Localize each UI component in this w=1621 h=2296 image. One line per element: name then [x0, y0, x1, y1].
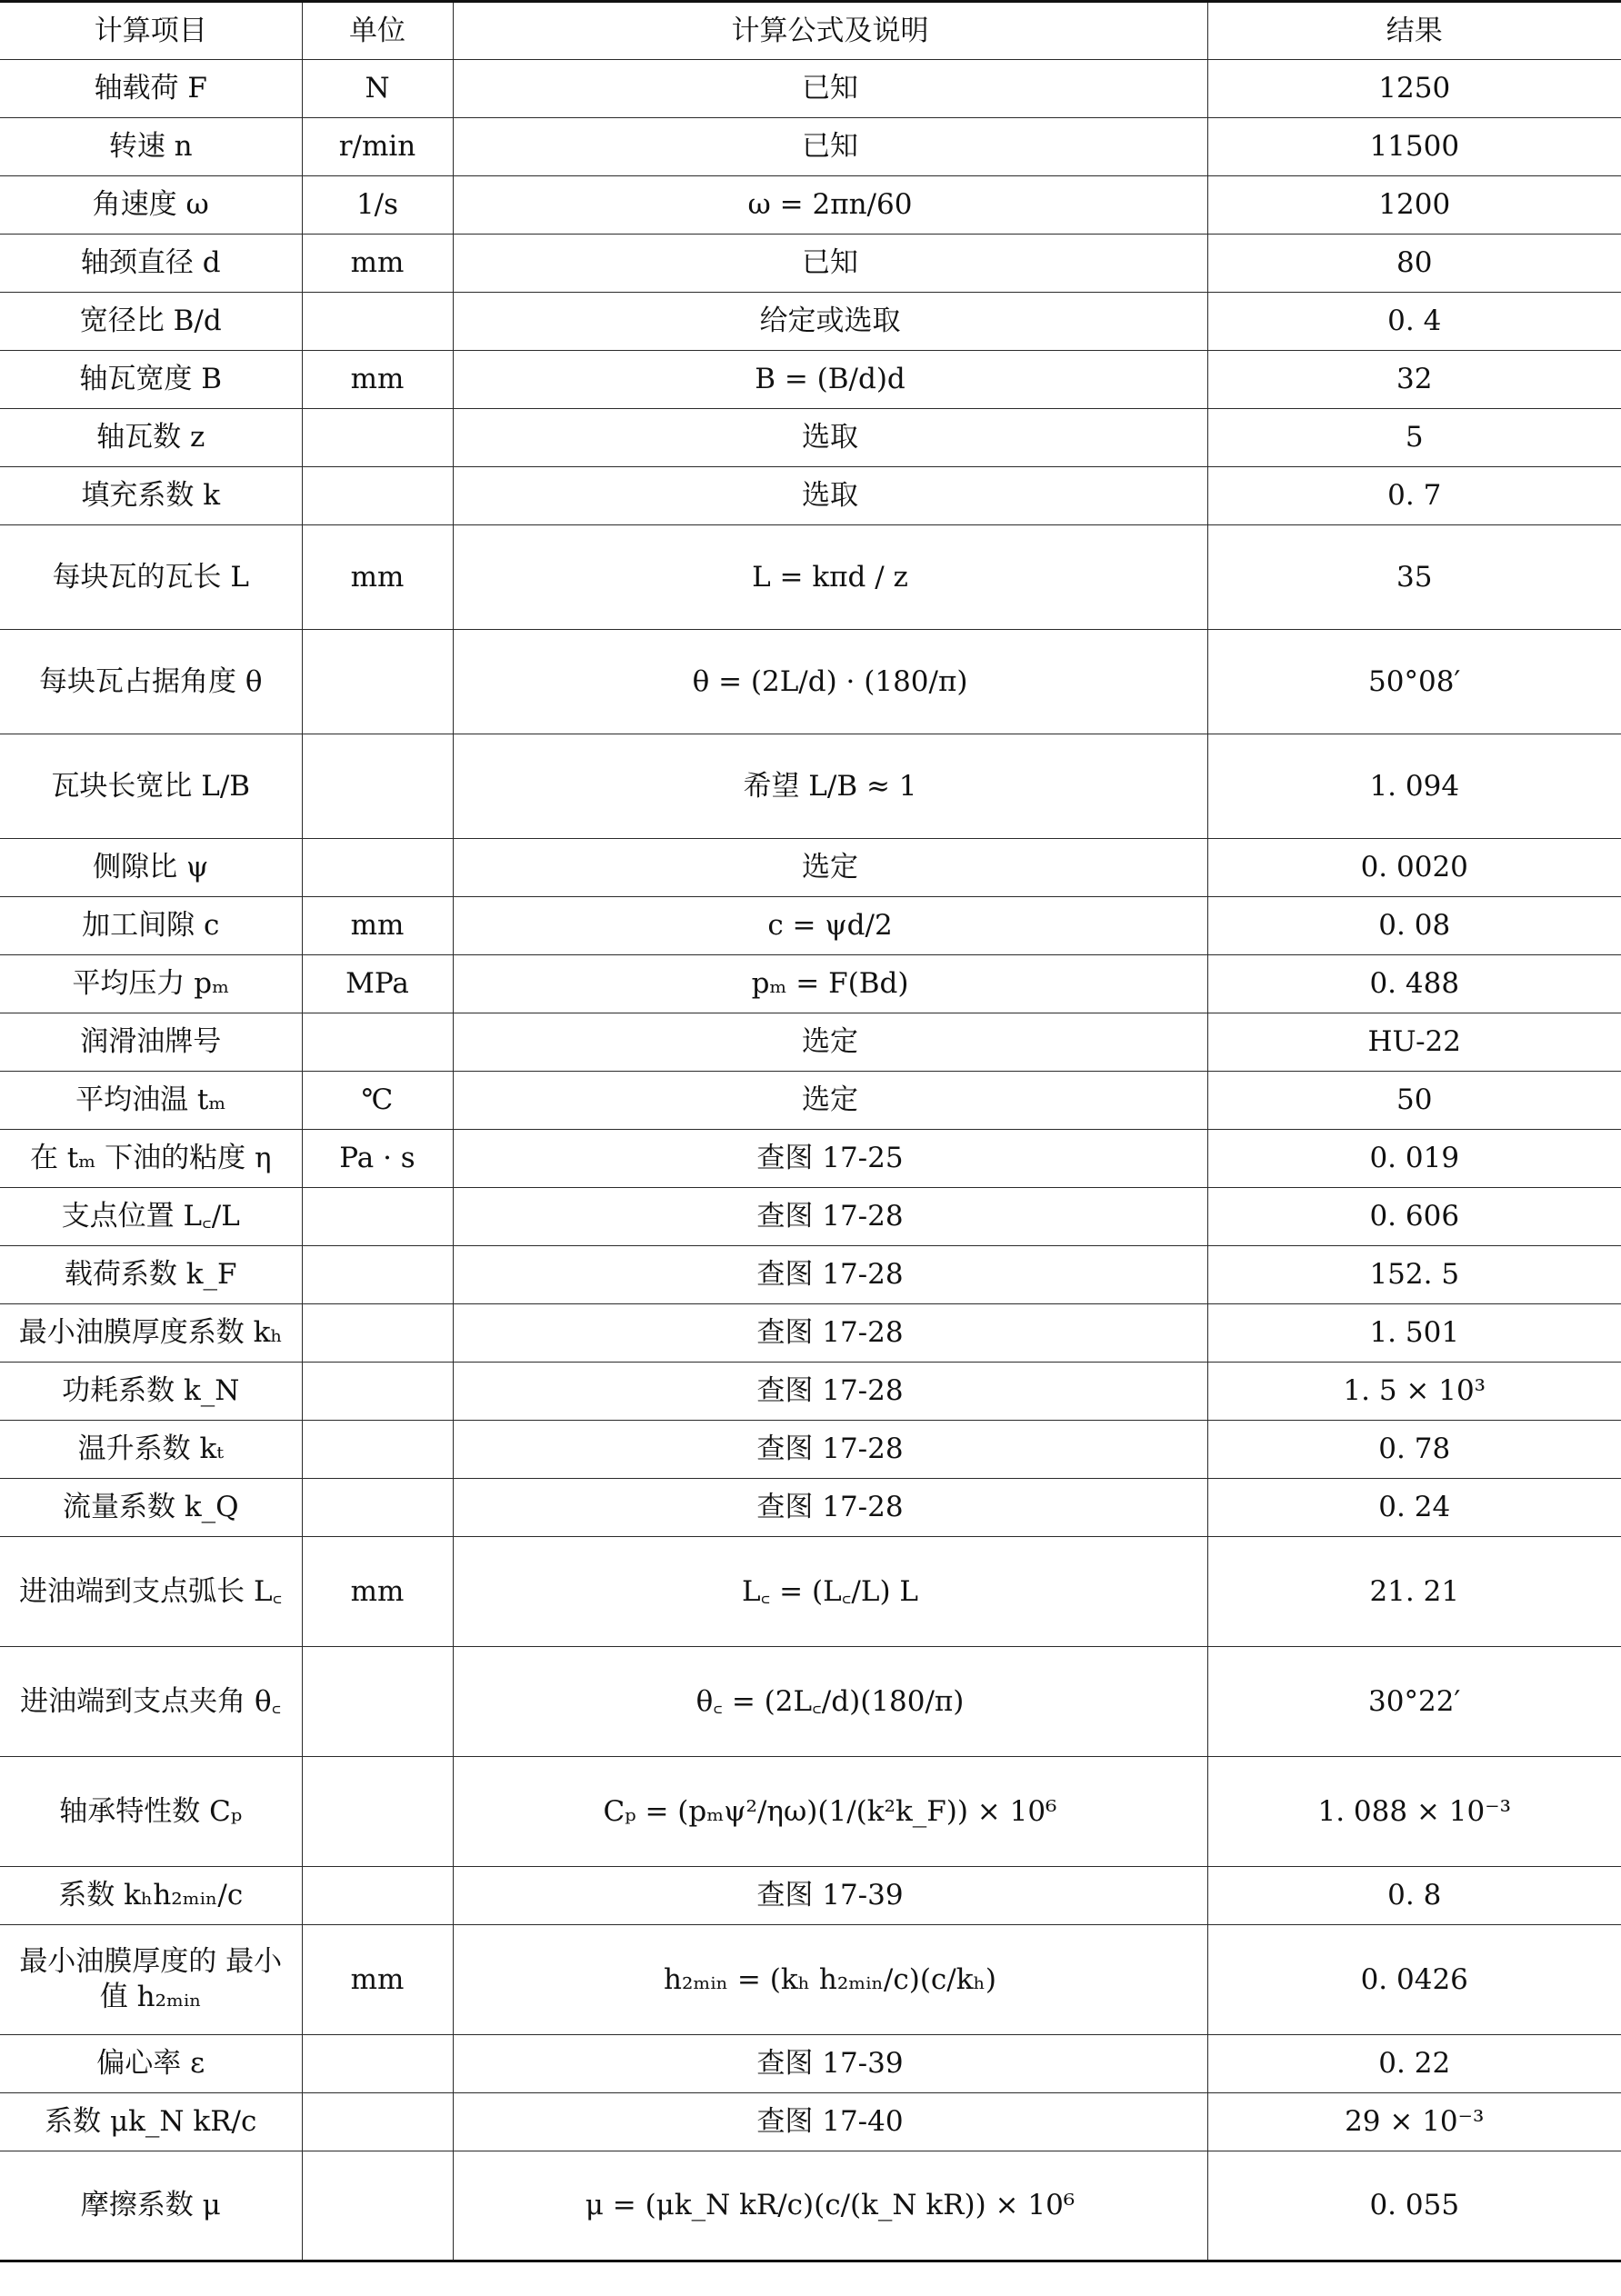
formula-cell: 选定 [453, 1013, 1207, 1072]
unit-cell [302, 734, 453, 839]
item-cell: 填充系数 k [0, 467, 302, 525]
formula-cell: 查图 17-28 [453, 1479, 1207, 1537]
item-cell: 系数 kₕh₂ₘᵢₙ/c [0, 1867, 302, 1925]
table-row [0, 1647, 1621, 1757]
result-cell: 30°22′ [1207, 1647, 1621, 1757]
item-cell: 偏心率 ε [0, 2035, 302, 2093]
unit-cell [302, 1757, 453, 1867]
table-row [0, 235, 1621, 293]
unit-cell: 1/s [302, 176, 453, 235]
item-cell: 宽径比 B/d [0, 293, 302, 351]
unit-cell: Pa · s [302, 1130, 453, 1188]
unit-cell [302, 1647, 453, 1757]
result-cell: 0. 606 [1207, 1188, 1621, 1246]
unit-cell [302, 630, 453, 734]
table-row [0, 1479, 1621, 1537]
item-cell: 侧隙比 ψ [0, 839, 302, 897]
table-row [0, 1537, 1621, 1647]
formula-cell: 查图 17-28 [453, 1421, 1207, 1479]
result-cell: 35 [1207, 525, 1621, 630]
result-cell: 0. 0020 [1207, 839, 1621, 897]
table-row [0, 118, 1621, 176]
formula-cell: L = kπd / z [453, 525, 1207, 630]
item-cell: 在 tₘ 下油的粘度 η [0, 1130, 302, 1188]
result-cell: 0. 4 [1207, 293, 1621, 351]
unit-cell: ℃ [302, 1072, 453, 1130]
unit-cell: N [302, 60, 453, 118]
item-cell: 每块瓦占据角度 θ [0, 630, 302, 734]
formula-cell: 选取 [453, 467, 1207, 525]
item-cell: 系数 μk_N kR/c [0, 2093, 302, 2151]
table-row [0, 1421, 1621, 1479]
table-row [0, 1072, 1621, 1130]
unit-cell [302, 409, 453, 467]
item-cell: 轴瓦数 z [0, 409, 302, 467]
unit-cell: mm [302, 351, 453, 409]
table-row [0, 293, 1621, 351]
unit-cell [302, 1304, 453, 1363]
result-cell: 5 [1207, 409, 1621, 467]
item-cell: 轴瓦宽度 B [0, 351, 302, 409]
unit-cell [302, 1867, 453, 1925]
item-cell: 最小油膜厚度系数 kₕ [0, 1304, 302, 1363]
unit-cell [302, 293, 453, 351]
table-row [0, 1363, 1621, 1421]
formula-cell: 给定或选取 [453, 293, 1207, 351]
table-row [0, 351, 1621, 409]
result-cell: 80 [1207, 235, 1621, 293]
formula-cell: 选定 [453, 1072, 1207, 1130]
table-row [0, 1246, 1621, 1304]
table-row [0, 1925, 1621, 2035]
result-cell: 0. 7 [1207, 467, 1621, 525]
formula-cell: θ = (2L/d) · (180/π) [453, 630, 1207, 734]
table-row [0, 955, 1621, 1013]
item-cell: 轴载荷 F [0, 60, 302, 118]
formula-cell: 已知 [453, 235, 1207, 293]
formula-cell: 查图 17-40 [453, 2093, 1207, 2151]
result-cell: 0. 78 [1207, 1421, 1621, 1479]
result-cell: 1. 501 [1207, 1304, 1621, 1363]
unit-cell: mm [302, 897, 453, 955]
formula-cell: pₘ = F(Bd) [453, 955, 1207, 1013]
unit-cell: mm [302, 525, 453, 630]
item-cell: 最小油膜厚度的 最小值 h₂ₘᵢₙ [0, 1925, 302, 2035]
result-cell: 50 [1207, 1072, 1621, 1130]
formula-cell: 已知 [453, 118, 1207, 176]
formula-cell: 已知 [453, 60, 1207, 118]
result-cell: 11500 [1207, 118, 1621, 176]
item-cell: 摩擦系数 μ [0, 2151, 302, 2261]
unit-cell [302, 2093, 453, 2151]
result-cell: HU-22 [1207, 1013, 1621, 1072]
item-cell: 转速 n [0, 118, 302, 176]
table-row [0, 1304, 1621, 1363]
result-cell: 1200 [1207, 176, 1621, 235]
unit-cell [302, 2035, 453, 2093]
formula-cell: θ꜀ = (2L꜀/d)(180/π) [453, 1647, 1207, 1757]
item-cell: 瓦块长宽比 L/B [0, 734, 302, 839]
unit-cell: mm [302, 1537, 453, 1647]
result-cell: 1250 [1207, 60, 1621, 118]
table-row [0, 2151, 1621, 2261]
unit-cell [302, 839, 453, 897]
result-cell: 32 [1207, 351, 1621, 409]
formula-cell: h₂ₘᵢₙ = (kₕ h₂ₘᵢₙ/c)(c/kₕ) [453, 1925, 1207, 2035]
result-cell: 50°08′ [1207, 630, 1621, 734]
table-row [0, 897, 1621, 955]
item-cell: 润滑油牌号 [0, 1013, 302, 1072]
item-cell: 平均油温 tₘ [0, 1072, 302, 1130]
header-unit: 单位 [302, 2, 453, 60]
item-cell: 温升系数 kₜ [0, 1421, 302, 1479]
formula-cell: μ = (μk_N kR/c)(c/(k_N kR)) × 10⁶ [453, 2151, 1207, 2261]
header-item: 计算项目 [0, 2, 302, 60]
result-cell: 0. 8 [1207, 1867, 1621, 1925]
item-cell: 加工间隙 c [0, 897, 302, 955]
item-cell: 进油端到支点弧长 L꜀ [0, 1537, 302, 1647]
item-cell: 流量系数 k_Q [0, 1479, 302, 1537]
formula-cell: 查图 17-39 [453, 2035, 1207, 2093]
formula-cell: 查图 17-39 [453, 1867, 1207, 1925]
formula-cell: 选取 [453, 409, 1207, 467]
table-row [0, 60, 1621, 118]
unit-cell [302, 1013, 453, 1072]
table-row [0, 2093, 1621, 2151]
header-row [0, 2, 1621, 60]
table-row [0, 1188, 1621, 1246]
result-cell: 0. 019 [1207, 1130, 1621, 1188]
item-cell: 功耗系数 k_N [0, 1363, 302, 1421]
unit-cell [302, 1188, 453, 1246]
table-row [0, 1013, 1621, 1072]
table-row [0, 630, 1621, 734]
unit-cell: mm [302, 235, 453, 293]
result-cell: 0. 055 [1207, 2151, 1621, 2261]
unit-cell [302, 2151, 453, 2261]
item-cell: 每块瓦的瓦长 L [0, 525, 302, 630]
formula-cell: 查图 17-28 [453, 1188, 1207, 1246]
item-cell: 轴承特性数 Cₚ [0, 1757, 302, 1867]
formula-cell: Cₚ = (pₘψ²/ηω)(1/(k²k_F)) × 10⁶ [453, 1757, 1207, 1867]
formula-cell: L꜀ = (L꜀/L) L [453, 1537, 1207, 1647]
result-cell: 0. 24 [1207, 1479, 1621, 1537]
formula-cell: 查图 17-28 [453, 1304, 1207, 1363]
table-row [0, 839, 1621, 897]
table-row [0, 734, 1621, 839]
table-row [0, 176, 1621, 235]
result-cell: 0. 08 [1207, 897, 1621, 955]
unit-cell [302, 467, 453, 525]
formula-cell: 希望 L/B ≈ 1 [453, 734, 1207, 839]
unit-cell [302, 1479, 453, 1537]
table-row [0, 2035, 1621, 2093]
table-row [0, 409, 1621, 467]
result-cell: 1. 5 × 10³ [1207, 1363, 1621, 1421]
result-cell: 0. 0426 [1207, 1925, 1621, 2035]
table-row [0, 525, 1621, 630]
table-row [0, 1130, 1621, 1188]
result-cell: 1. 094 [1207, 734, 1621, 839]
formula-cell: 查图 17-25 [453, 1130, 1207, 1188]
formula-cell: c = ψd/2 [453, 897, 1207, 955]
formula-cell: ω = 2πn/60 [453, 176, 1207, 235]
table-row [0, 1867, 1621, 1925]
formula-cell: 查图 17-28 [453, 1246, 1207, 1304]
result-cell: 152. 5 [1207, 1246, 1621, 1304]
result-cell: 0. 488 [1207, 955, 1621, 1013]
header-formula: 计算公式及说明 [453, 2, 1207, 60]
unit-cell: MPa [302, 955, 453, 1013]
item-cell: 载荷系数 k_F [0, 1246, 302, 1304]
result-cell: 21. 21 [1207, 1537, 1621, 1647]
table-row [0, 1757, 1621, 1867]
formula-cell: 查图 17-28 [453, 1363, 1207, 1421]
unit-cell [302, 1363, 453, 1421]
item-cell: 轴颈直径 d [0, 235, 302, 293]
table-row [0, 467, 1621, 525]
unit-cell [302, 1246, 453, 1304]
unit-cell: r/min [302, 118, 453, 176]
item-cell: 角速度 ω [0, 176, 302, 235]
result-cell: 0. 22 [1207, 2035, 1621, 2093]
formula-cell: B = (B/d)d [453, 351, 1207, 409]
unit-cell: mm [302, 1925, 453, 2035]
item-cell: 平均压力 pₘ [0, 955, 302, 1013]
item-cell: 支点位置 L꜀/L [0, 1188, 302, 1246]
unit-cell [302, 1421, 453, 1479]
item-cell: 进油端到支点夹角 θ꜀ [0, 1647, 302, 1757]
header-result: 结果 [1207, 2, 1621, 60]
formula-cell: 选定 [453, 839, 1207, 897]
result-cell: 1. 088 × 10⁻³ [1207, 1757, 1621, 1867]
result-cell: 29 × 10⁻³ [1207, 2093, 1621, 2151]
